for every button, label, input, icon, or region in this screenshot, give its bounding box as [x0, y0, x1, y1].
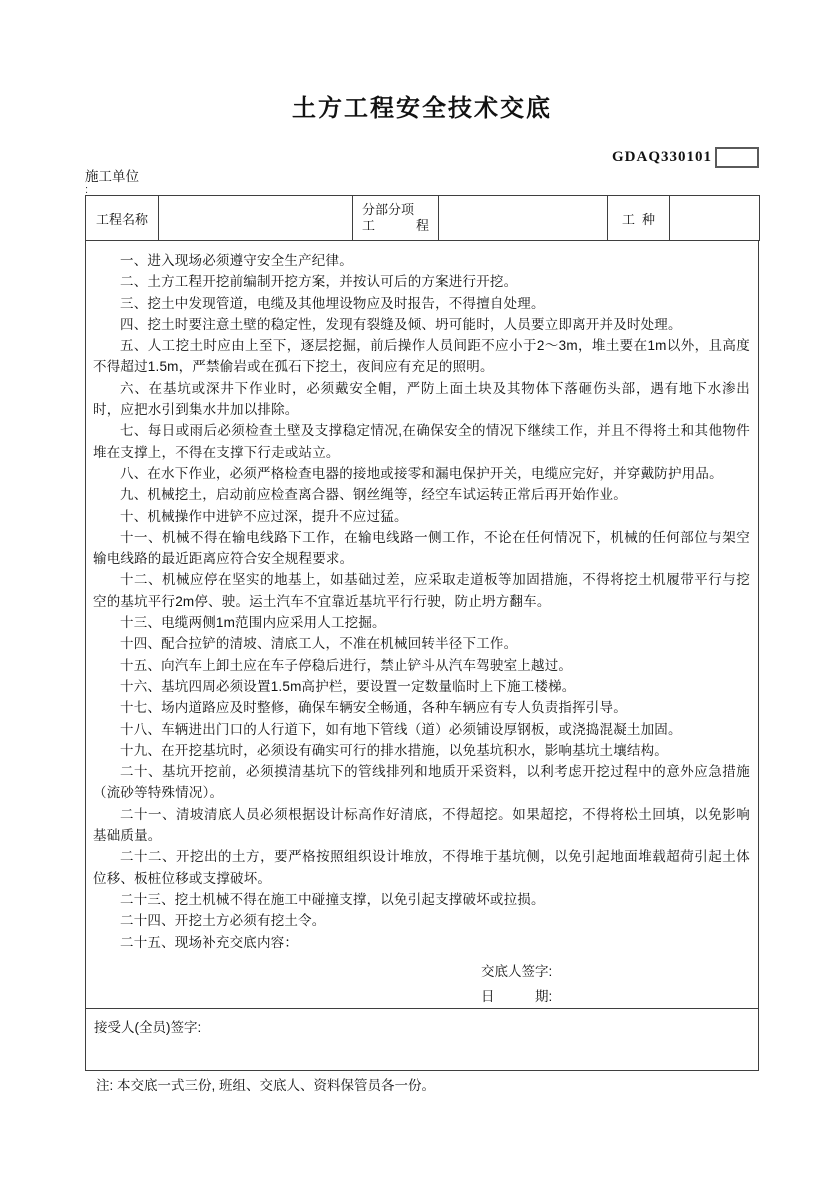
- work-type-value-cell[interactable]: [670, 196, 760, 241]
- disclosure-item: 十五、向汽车上卸土应在车子停稳后进行，禁止铲斗从汽车驾驶室上越过。: [120, 657, 573, 673]
- disclosure-item: 九、机械挖土，启动前应检查离合器、钢丝绳等，经空车试运转正常后再开始作业。: [120, 487, 627, 503]
- form-body: [85, 0, 759, 1094]
- project-name-label: 工程名称: [86, 196, 159, 241]
- disclosure-item: 十一、机械不得在输电线路下工作，在输电线路一侧工作，不论在任何情况下，机械的任何部位与架空输电线路的最近距离应符合安全规程要求。: [93, 529, 750, 567]
- disclosure-item: 十三、电缆两侧1m范围内应采用人工挖掘。: [120, 615, 386, 631]
- disclosure-item: 十八、车辆进出门口的人行道下，如有地下管线（道）必须铺设厚钢板，或浇捣混凝土加固。: [120, 721, 682, 737]
- disclosure-item: 十六、基坑四周必须设置1.5m高护栏，要设置一定数量临时上下施工楼梯。: [120, 678, 576, 694]
- disclosure-item: 一、进入现场必须遵守安全生产纪律。: [120, 253, 353, 268]
- date-field[interactable]: [552, 984, 750, 1009]
- receiver-signature-area[interactable]: [85, 1009, 759, 1071]
- page-title: 土方工程安全技术交底: [292, 95, 552, 122]
- disclosure-item: 二十二、开挖出的土方，要严格按照组织设计堆放，不得堆于基坑侧，以免引起地面堆载超荷引起土体位移、板桩位移或支撑破坏。: [93, 849, 750, 886]
- disclosure-item: 十四、配合拉铲的清坡、清底工人，不准在机械回转半径下工作。: [120, 636, 518, 652]
- disclosure-item: 十、机械操作中进铲不应过深，提升不应过猛。: [120, 508, 408, 524]
- subdivision-value-cell[interactable]: [439, 196, 608, 241]
- work-type-label-right: 种: [641, 211, 655, 227]
- footer-note: 注: 本交底一式三份, 班组、交底人、资料保管员各一份。: [96, 1078, 436, 1093]
- form-code-row: [85, 146, 759, 168]
- signature-block: [481, 959, 750, 1009]
- discloser-signature-line: [481, 959, 750, 984]
- date-line: [481, 984, 750, 1009]
- code-entry-box[interactable]: [715, 147, 759, 168]
- disclosure-item: 二、土方工程开挖前编制开挖方案，并按认可后的方案进行开挖。: [120, 274, 518, 290]
- discloser-signature-label: 交底人签字:: [481, 963, 553, 979]
- disclosure-content-box: [85, 241, 759, 1009]
- subdivision-label-line1: 分部分项: [362, 202, 415, 217]
- disclosure-item: 八、在水下作业，必须严格检查电器的接地或接零和漏电保护开关，电缆应完好，并穿戴防护用品。: [120, 465, 723, 481]
- subdivision-label-line2-left: 工: [362, 218, 376, 233]
- construction-unit-colon: :: [85, 184, 89, 196]
- disclosure-items: [93, 250, 750, 953]
- receiver-signature-label: 接受人(全员)签字:: [94, 1020, 202, 1035]
- disclosure-item: 五、人工挖土时应由上至下，逐层挖掘，前后操作人员间距不应小于2～3m，堆土要在1m以外，且高度不得超过1.5m，严禁偷岩或在孤石下挖土，夜间应有充足的照明。: [93, 338, 750, 375]
- header-table: [85, 195, 760, 241]
- disclosure-item: 二十一、清坡清底人员必须根据设计标高作好清底，不得超挖。如果超挖，不得将松土回填，以免影响基础质量。: [93, 806, 750, 844]
- date-label: 日 期:: [481, 988, 553, 1004]
- disclosure-item: 十九、在开挖基坑时，必须设有确实可行的排水措施，以免基坑积水，影响基坑土壤结构。: [120, 742, 668, 758]
- disclosure-item: 十二、机械应停在坚实的地基上，如基础过差，应采取走道板等加固措施，不得将挖土机履带平行与挖空的基坑平行2m停、驶。运土汽车不宜靠近基坑平行行驶，防止坍方翻车。: [93, 572, 750, 609]
- disclosure-item: 二十四、开挖土方必须有挖土令。: [120, 913, 326, 929]
- work-type-label-left: 工: [622, 211, 636, 227]
- subdivision-label: [353, 196, 439, 241]
- form-code: GDAQ330101: [612, 148, 712, 165]
- disclosure-item: 二十、基坑开挖前，必须摸清基坑下的管线排列和地质开采资料，以利考虑开挖过程中的意外应急措施（流砂等特殊情况）。: [93, 764, 750, 801]
- disclosure-item: 七、每日或雨后必须检查土壁及支撑稳定情况,在确保安全的情况下继续工作，并且不得将土和其他物件堆在支撑上，不得在支撑下行走或站立。: [93, 423, 750, 460]
- construction-unit-label: 施工单位: [85, 169, 139, 184]
- disclosure-item: 六、在基坑或深井下作业时，必须戴安全帽，严防上面土块及其物体下落砸伤头部，遇有地下水渗出时，应把水引到集水井加以排除。: [93, 380, 750, 418]
- work-type-label: [608, 196, 670, 241]
- disclosure-item: 二十三、挖土机械不得在施工中碰撞支撑，以免引起支撑破坏或拉损。: [120, 891, 545, 907]
- disclosure-item: 四、挖土时要注意土壁的稳定性，发现有裂缝及倾、坍可能时，人员要立即离开并及时处理。: [120, 316, 682, 332]
- disclosure-item: 三、挖土中发现管道，电缆及其他埋设物应及时报告，不得擅自处理。: [120, 295, 545, 311]
- disclosure-item: 十七、场内道路应及时整修，确保车辆安全畅通，各种车辆应有专人负责指挥引导。: [120, 700, 627, 716]
- subdivision-label-line2-right: 程: [415, 218, 429, 233]
- disclosure-item: 二十五、现场补充交底内容：: [120, 934, 299, 950]
- project-name-value-cell[interactable]: [159, 196, 353, 241]
- discloser-signature-field[interactable]: [552, 959, 750, 984]
